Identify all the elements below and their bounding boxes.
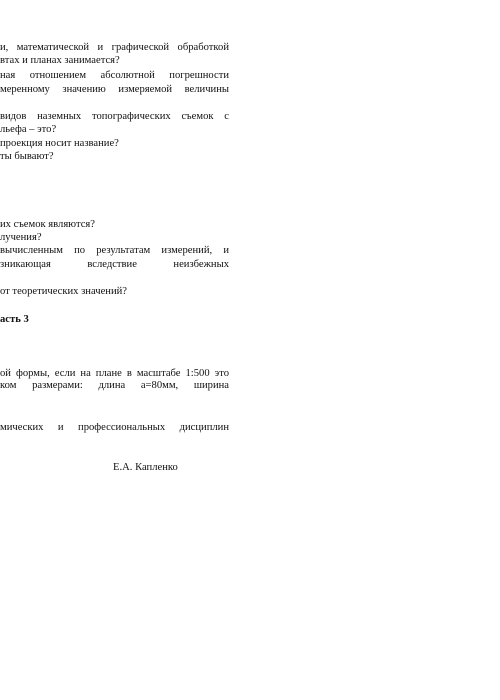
text-line: видов наземных топографических съемок с: [0, 111, 229, 122]
text-line: ой формы, если на плане в масштабе 1:500 это: [0, 368, 229, 379]
text-line: лучения?: [0, 232, 42, 243]
text-line: ты бывают?: [0, 151, 54, 162]
text-line: мических и профессиональных дисциплин: [0, 422, 229, 433]
text-line: от теоретических значений?: [0, 286, 127, 297]
text-line: и, математической и графической обработкой: [0, 42, 229, 53]
text-line: вычисленным по результатам измерений, и: [0, 245, 229, 256]
text-line: проекция носит название?: [0, 138, 119, 149]
text-line: их съемок являются?: [0, 219, 95, 230]
section-heading: асть 3: [0, 314, 29, 325]
text-line: ная отношением абсолютной погрешности: [0, 70, 229, 81]
text-line: меренному значению измеряемой величины: [0, 84, 229, 95]
signature-name: Е.А. Капленко: [113, 462, 178, 473]
text-line: зникающая вследствие неизбежных: [0, 259, 229, 270]
text-line: втах и планах занимается?: [0, 55, 120, 66]
text-line: льефа – это?: [0, 124, 57, 135]
text-line: ком размерами: длина а=80мм, ширина: [0, 380, 229, 391]
